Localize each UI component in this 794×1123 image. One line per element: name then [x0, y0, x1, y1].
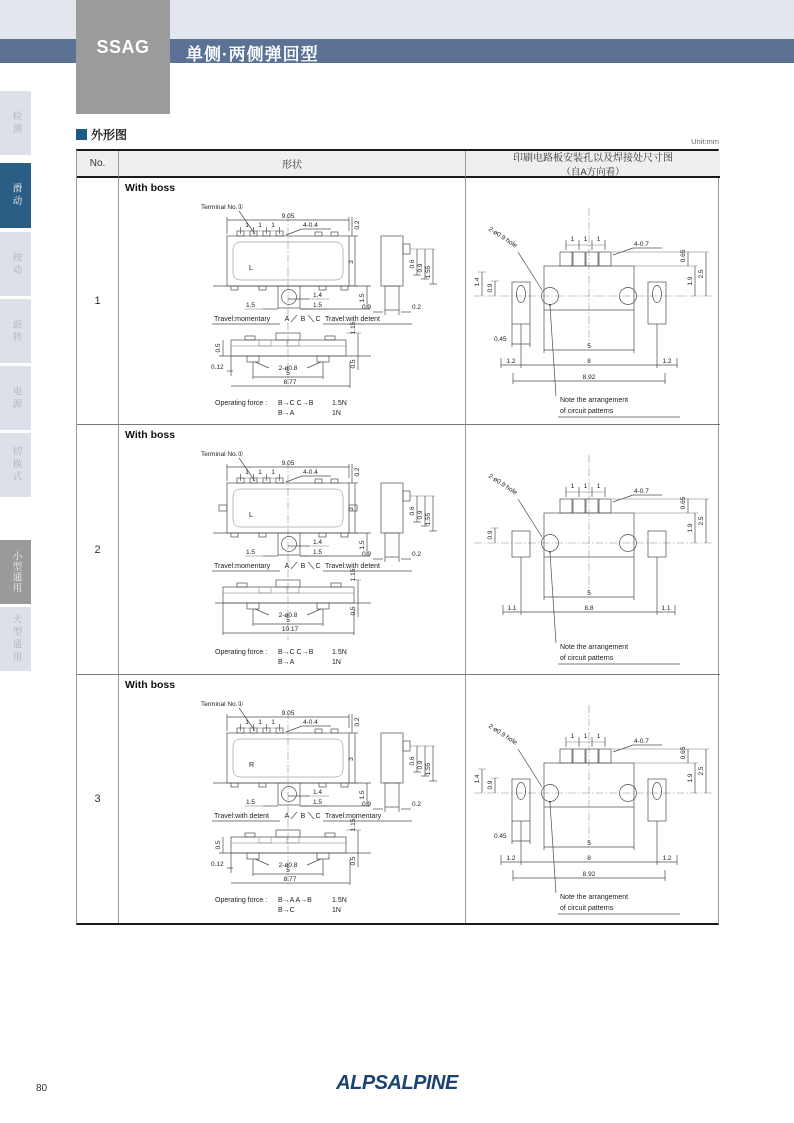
with-boss-label: With boss — [125, 429, 176, 441]
shape-cell-row1 — [119, 178, 466, 425]
dim: 1.5 — [359, 293, 366, 303]
dim: 0.9 — [362, 551, 372, 558]
dim: 1.9 — [687, 276, 694, 286]
dim: 1 — [583, 483, 588, 490]
dim-hole: 2-ø0.8 — [278, 612, 298, 619]
dim-pitch: 1 — [271, 469, 275, 476]
dim: 0.6 — [409, 756, 416, 766]
sidebar-item-power[interactable]: 电源 — [0, 366, 31, 430]
operating-force-moves1: B→C C→B — [278, 649, 314, 656]
dim-pitch: 1 — [258, 222, 262, 229]
outline-drawing-table — [76, 149, 719, 925]
dim: 1.4 — [313, 789, 323, 796]
dim-hole: 2-ø0.8 — [278, 365, 298, 372]
dim: 1.9 — [687, 523, 694, 533]
dim-pitch: 1 — [271, 719, 275, 726]
dim: 1.2 — [506, 855, 516, 862]
row-number: 1 — [77, 178, 119, 425]
dim: 0.65 — [680, 746, 687, 760]
travel-right-label: Travel:with detent — [325, 316, 380, 323]
pattern-note-line2: of circuit patterns — [560, 408, 614, 415]
pos-c: C — [315, 813, 321, 820]
dim: 3 — [348, 507, 355, 511]
product-name-box: SSAG — [76, 0, 170, 114]
dim: 5 — [587, 343, 591, 350]
sidebar-item-push[interactable]: 按动 — [0, 232, 31, 296]
dim-width: 9.05 — [281, 710, 295, 717]
dim-pitch: 1 — [245, 222, 249, 229]
top-view — [213, 211, 371, 390]
pcb-cell-row3 — [466, 675, 720, 923]
dim: 3 — [348, 757, 355, 761]
dim: 1.2 — [662, 855, 672, 862]
top-view — [213, 708, 371, 887]
dim: 0.65 — [680, 496, 687, 510]
operating-force-value2: 1N — [332, 659, 341, 666]
dim: 1.55 — [425, 512, 432, 526]
dim: 1 — [570, 733, 575, 740]
pattern-note-line2: of circuit patterns — [560, 905, 614, 912]
operating-force-value1: 1.5N — [332, 649, 347, 656]
dim-pitch: 1 — [271, 222, 275, 229]
dim: 1.4 — [474, 277, 481, 287]
column-header-pcb-line1: 印刷电路板安装孔以及焊接处尺寸图 — [513, 153, 673, 164]
dim-pitch: 1 — [258, 469, 262, 476]
operating-force-moves2: B→A — [278, 659, 295, 666]
dim: 1.5 — [313, 799, 323, 806]
dim: 1.5 — [313, 549, 323, 556]
dim: 1.4 — [313, 292, 323, 299]
dim: 0.6 — [409, 506, 416, 516]
dim: 5 — [587, 840, 591, 847]
dim: 0.9 — [417, 760, 424, 770]
dim: 0.5 — [350, 359, 357, 369]
dim: 3 — [348, 260, 355, 264]
sidebar-item-large-general[interactable]: 大型通用 — [0, 607, 31, 671]
pcb-view — [474, 455, 712, 643]
alps-alpine-logo: ALPSALPINE — [336, 1072, 458, 1094]
dim: 5 — [286, 617, 290, 624]
dim: 0.12 — [211, 364, 224, 371]
terminal-label: Terminal No.① — [201, 204, 244, 211]
dim: 0.9 — [362, 304, 372, 311]
operating-force-prefix: Operating force : — [215, 897, 268, 904]
dim: 1.55 — [425, 265, 432, 279]
dim: 0.45 — [494, 336, 507, 343]
operating-force-value1: 1.5N — [332, 897, 347, 904]
pos-a: A — [284, 316, 290, 323]
dim: 0.2 — [354, 220, 361, 230]
dim: 0.12 — [211, 861, 224, 868]
dim-terminal: 4-0.4 — [303, 222, 318, 229]
travel-left-label: Travel:momentary — [214, 563, 271, 570]
dim: 1.2 — [506, 358, 516, 365]
dim-total-width: 8.77 — [283, 379, 297, 386]
dim: 1 — [596, 733, 601, 740]
dim-pitch: 1 — [245, 469, 249, 476]
dim: 1.5 — [359, 540, 366, 550]
dim: 1.9 — [687, 773, 694, 783]
pos-b: B — [300, 813, 306, 820]
dim: 0.6 — [409, 259, 416, 269]
row-number: 2 — [77, 425, 119, 675]
column-header-no: No. — [77, 151, 119, 178]
dim: 0.5 — [350, 606, 357, 616]
pattern-note-line2: of circuit patterns — [560, 655, 614, 662]
dim: 8.8 — [584, 605, 594, 612]
dim: 2.5 — [698, 269, 705, 279]
with-boss-label: With boss — [125, 182, 176, 194]
row-number: 3 — [77, 675, 119, 923]
pos-a: A — [284, 813, 290, 820]
dim: 1.4 — [313, 539, 323, 546]
dim: 0.45 — [494, 833, 507, 840]
dim: 1 — [570, 483, 575, 490]
dim: 1.15 — [350, 568, 357, 582]
pos-b: B — [300, 316, 306, 323]
dim: 0.2 — [412, 551, 422, 558]
travel-left-label: Travel:momentary — [214, 316, 271, 323]
switch-outline-drawing — [119, 178, 466, 425]
pattern-note-line1: Note the arrangement — [560, 644, 629, 651]
pattern-note-line1: Note the arrangement — [560, 894, 629, 901]
dim: 0.2 — [412, 801, 422, 808]
dim-pad: 4-0.7 — [634, 488, 649, 495]
dim-terminal: 4-0.4 — [303, 469, 318, 476]
pcb-pattern-drawing — [466, 425, 720, 675]
dim: 1.15 — [350, 818, 357, 832]
dim: 1.1 — [661, 605, 671, 612]
body-letter: R — [249, 762, 255, 769]
dim: 1.1 — [507, 605, 517, 612]
dim-total-width: 8.77 — [283, 876, 297, 883]
column-header-pcb — [466, 151, 720, 178]
switch-outline-drawing — [119, 675, 466, 923]
dim: 1 — [583, 733, 588, 740]
dim: 0.2 — [354, 717, 361, 727]
hole-callout: 2-ø0.9 hole — [486, 472, 519, 497]
pcb-dimension-lines — [491, 487, 709, 664]
operating-force-moves2: B→A — [278, 410, 295, 417]
dim: 5 — [286, 867, 290, 874]
dim: 0.9 — [487, 530, 494, 540]
dim-terminal: 4-0.4 — [303, 719, 318, 726]
dim-total-width: 10.17 — [281, 626, 299, 633]
body-letter: L — [249, 265, 253, 272]
dim: 0.2 — [354, 467, 361, 477]
operating-force-prefix: Operating force : — [215, 649, 268, 656]
dim: 0.5 — [215, 840, 222, 850]
shape-cell-row2 — [119, 425, 466, 675]
operating-force-value2: 1N — [332, 907, 341, 914]
operating-force-moves1: B→C C→B — [278, 400, 314, 407]
dim-total: 8.92 — [582, 374, 596, 381]
travel-left-label: Travel:with detent — [214, 813, 269, 820]
hole-callout: 2-ø0.9 hole — [486, 722, 519, 747]
page-title: 单侧·两侧弹回型 — [186, 45, 319, 64]
dim: 0.9 — [487, 283, 494, 293]
dim-hole: 2-ø0.8 — [278, 862, 298, 869]
operating-force-moves2: B→C — [278, 907, 295, 914]
section-title: 外形图 — [91, 128, 128, 142]
pos-c: C — [315, 563, 321, 570]
travel-right-label: Travel:with detent — [325, 563, 380, 570]
dim-pitch: 1 — [258, 719, 262, 726]
dim: 8 — [587, 358, 591, 365]
pattern-note-line1: Note the arrangement — [560, 397, 629, 404]
switch-outline-drawing — [119, 425, 466, 675]
dim: 0.5 — [350, 856, 357, 866]
dim-width: 9.05 — [281, 460, 295, 467]
pcb-cell-row1 — [466, 178, 720, 425]
body-letter: L — [249, 512, 253, 519]
pos-a: A — [284, 563, 290, 570]
sidebar-item-small-general[interactable]: 小型通用 — [0, 540, 31, 604]
dim: 0.9 — [362, 801, 372, 808]
dim: 2.5 — [698, 516, 705, 526]
terminal-label: Terminal No.① — [201, 451, 244, 458]
dim-pitch: 1 — [245, 719, 249, 726]
dim: 1.5 — [246, 549, 256, 556]
dim: 1.55 — [425, 762, 432, 776]
terminal-label: Terminal No.① — [201, 701, 244, 708]
shape-cell-row3 — [119, 675, 466, 923]
dim: 0.5 — [215, 343, 222, 353]
dim-total: 8.92 — [582, 871, 596, 878]
sidebar-item-slide[interactable]: 滑动 — [0, 163, 31, 228]
dim: 1 — [596, 236, 601, 243]
pcb-view — [474, 705, 712, 893]
dim: 0.65 — [680, 249, 687, 263]
dim-pad: 4-0.7 — [634, 738, 649, 745]
pos-c: C — [315, 316, 321, 323]
dim: 1.5 — [359, 790, 366, 800]
pcb-dimension-lines — [478, 240, 709, 417]
dim: 2.5 — [698, 766, 705, 776]
operating-force-moves1: B→A A→B — [278, 897, 312, 904]
column-header-pcb-line2: （自A方向看） — [561, 167, 625, 178]
pcb-view — [474, 208, 712, 396]
dim: 1.4 — [474, 774, 481, 784]
pcb-pattern-drawing — [466, 178, 720, 425]
hole-callout: 2-ø0.9 hole — [486, 225, 519, 250]
sidebar-item-toggle[interactable]: 切换式 — [0, 433, 31, 497]
sidebar-item-rotary[interactable]: 旋转 — [0, 299, 31, 363]
pcb-dimension-lines — [478, 737, 709, 914]
dim: 1 — [596, 483, 601, 490]
dim: 0.2 — [412, 304, 422, 311]
dim: 1.5 — [246, 302, 256, 309]
column-header-shape: 形状 — [119, 151, 466, 178]
with-boss-label: With boss — [125, 679, 176, 691]
dim: 0.9 — [417, 510, 424, 520]
dim: 1.5 — [313, 302, 323, 309]
dim: 5 — [587, 590, 591, 597]
dim: 0.9 — [487, 780, 494, 790]
dim: 8 — [587, 855, 591, 862]
operating-force-value2: 1N — [332, 410, 341, 417]
dim-pad: 4-0.7 — [634, 241, 649, 248]
sidebar-item-inspection[interactable]: 检测 — [0, 91, 31, 155]
operating-force-value1: 1.5N — [332, 400, 347, 407]
dim: 5 — [286, 370, 290, 377]
dim: 1.15 — [350, 321, 357, 335]
pcb-pattern-drawing — [466, 675, 720, 923]
dim: 1.2 — [662, 358, 672, 365]
dim: 1 — [583, 236, 588, 243]
operating-force-prefix: Operating force : — [215, 400, 268, 407]
dim: 0.9 — [417, 263, 424, 273]
unit-label: Unit:mm — [691, 137, 719, 146]
dim: 1.5 — [246, 799, 256, 806]
dim-width: 9.05 — [281, 213, 295, 220]
pos-b: B — [300, 563, 306, 570]
travel-right-label: Travel:momentary — [325, 813, 382, 820]
pcb-cell-row2 — [466, 425, 720, 675]
dim: 1 — [570, 236, 575, 243]
page-number: 80 — [36, 1083, 48, 1094]
